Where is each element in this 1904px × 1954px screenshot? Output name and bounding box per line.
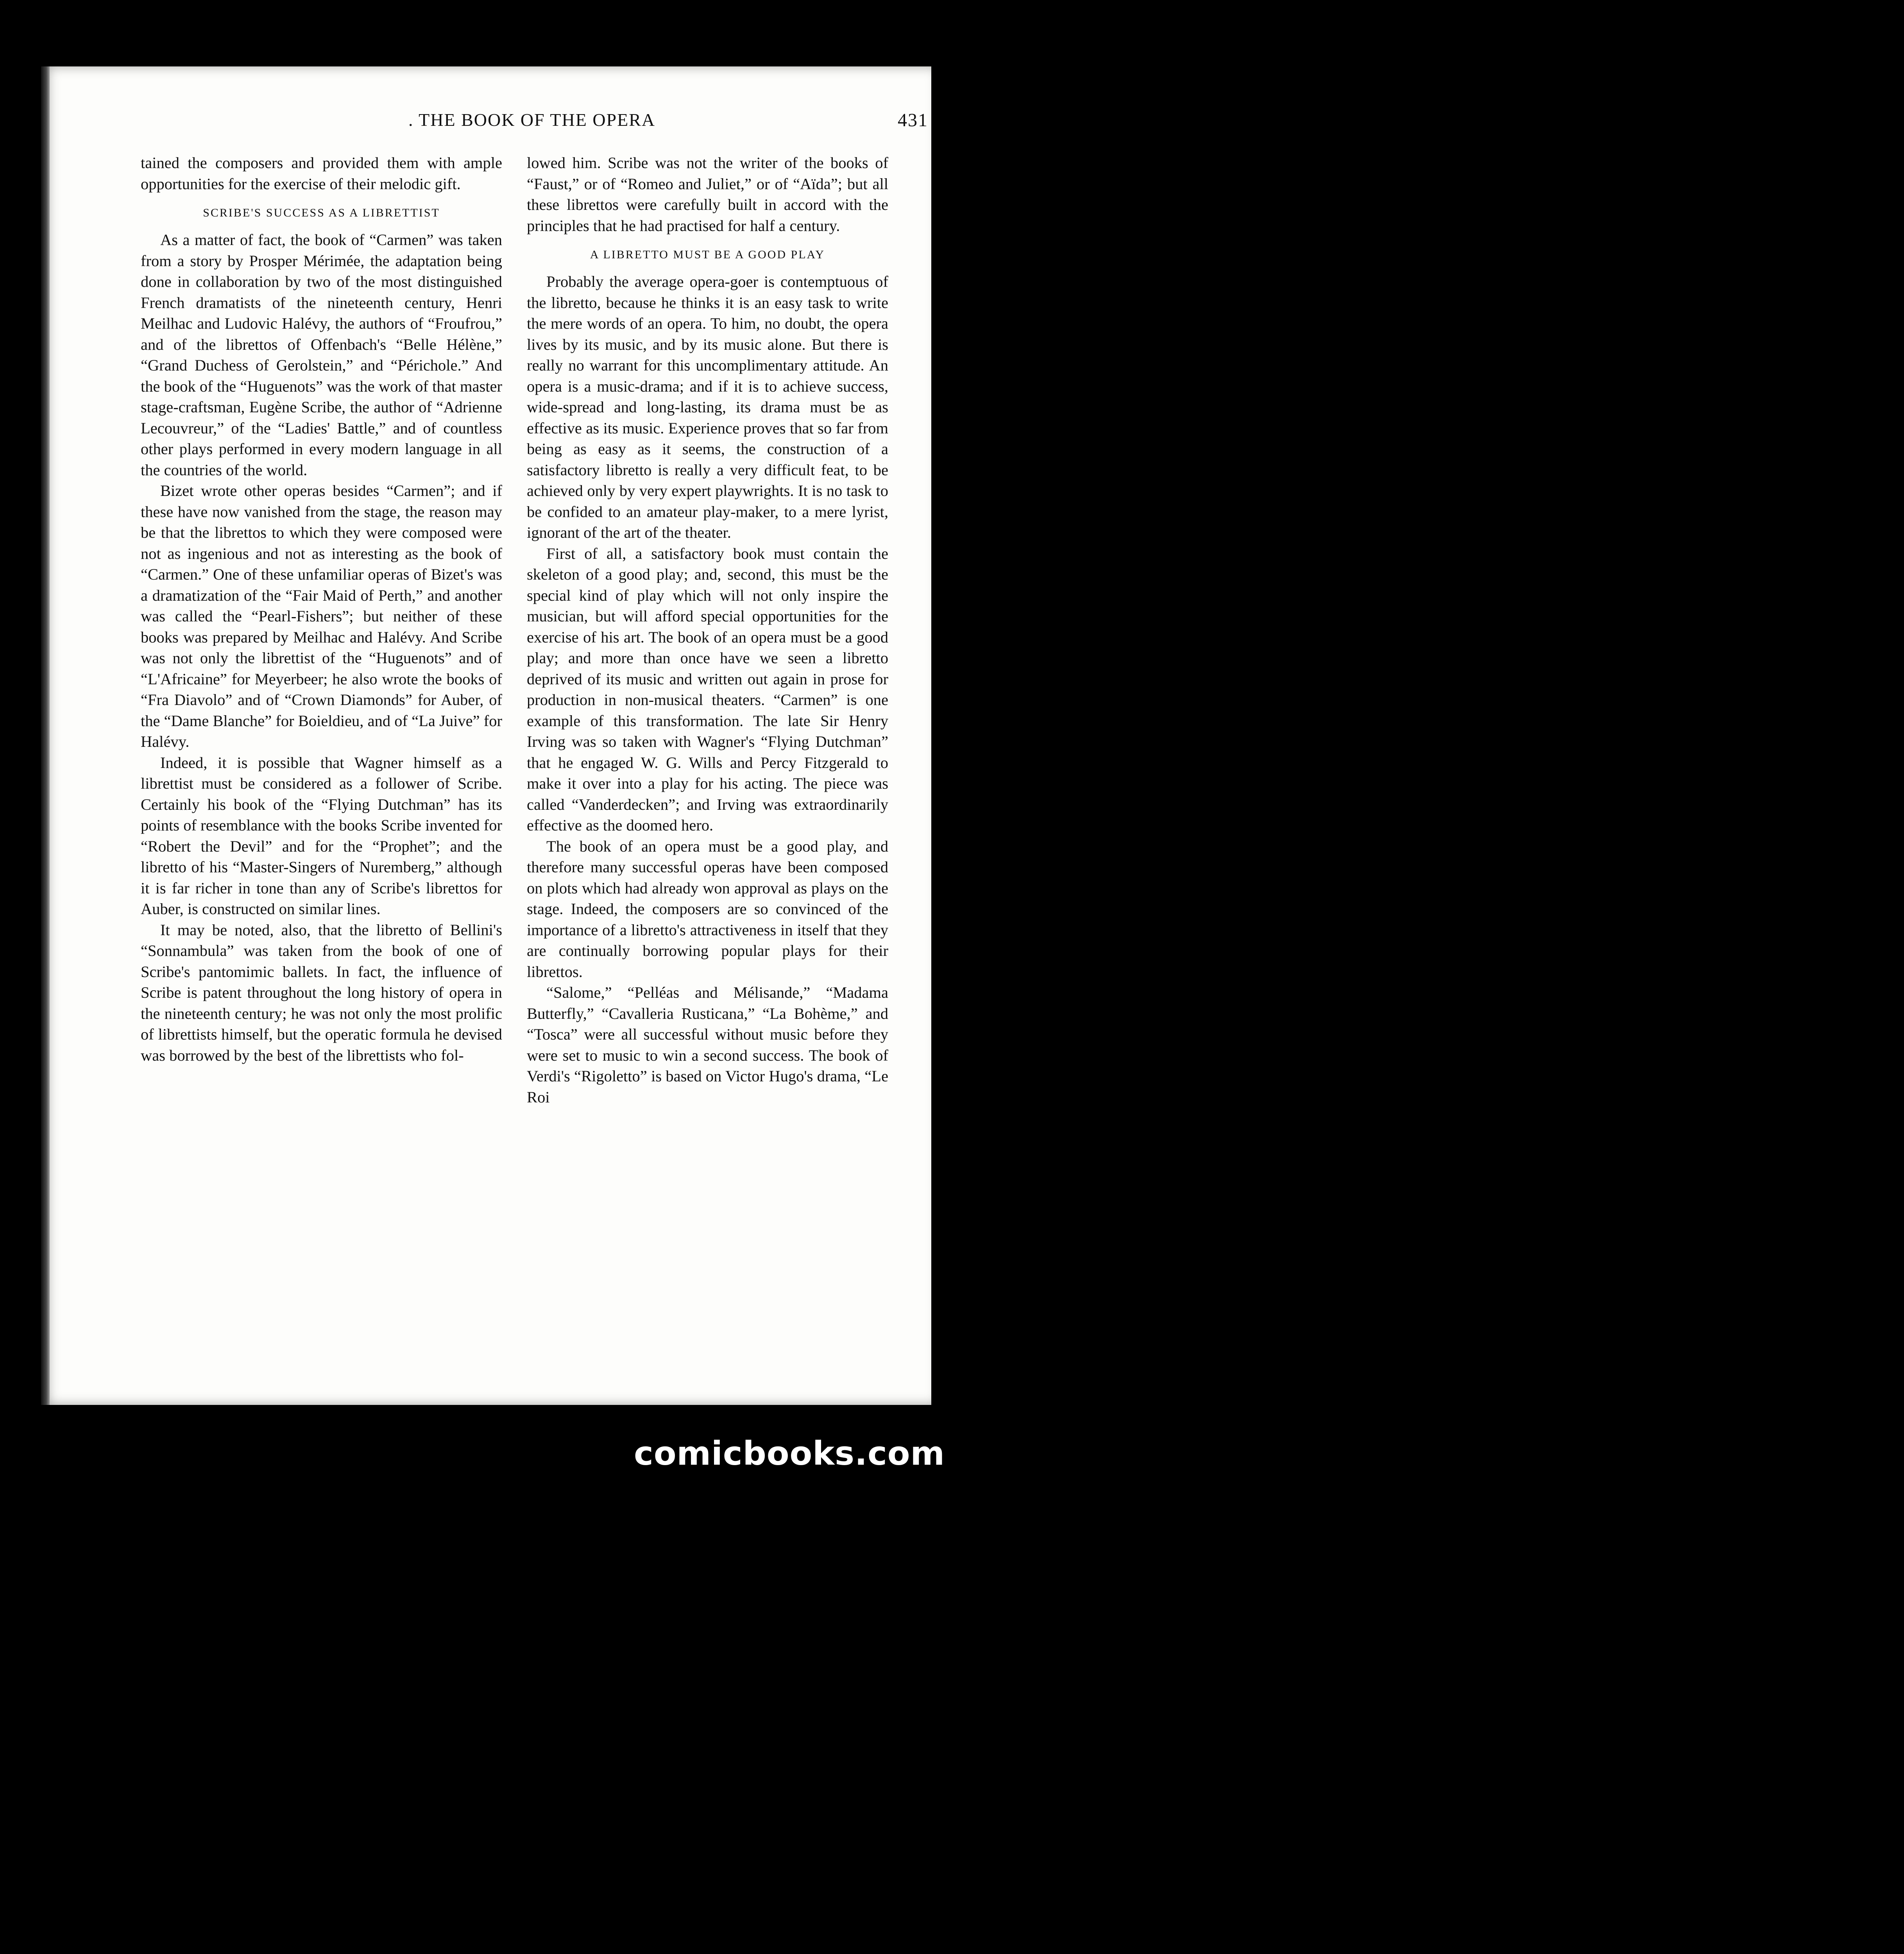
- watermark: comicbooks.com: [634, 1434, 945, 1473]
- paragraph: The book of an opera must be a good play, and therefore many successful operas have been composed on plots which had already won approval as plays on the stage. Indeed, the composers are so convinced of the importance of a libretto's attractiveness in itself that they are continually borrowing popular plays for their librettos.: [527, 837, 888, 981]
- page-gutter-shadow: [41, 66, 50, 1405]
- page-number: 431: [898, 110, 928, 131]
- right-column: [527, 152, 888, 1108]
- paragraph: First of all, a satisfactory book must contain the skeleton of a good play; and, second, this must be the special kind of play which will not only inspire the musician, but will afford special opportunities for the exercise of his art. The book of an opera must be a good play; and more than once have we seen a libretto deprived of its music and written out again in prose for production in non-musical theaters. “Carmen” is one example of this transformation. The late Sir Henry Irving was so taken with Wagner's “Flying Dutchman” that he engaged W. G. Wills and Percy Fitzgerald to make it over into a play for his acting. The piece was called “Vanderdecken”; and Irving was extraordinarily effective as the doomed hero.: [527, 544, 888, 834]
- section-heading: SCRIBE'S SUCCESS AS A LIBRETTIST: [203, 206, 440, 219]
- section-heading: A LIBRETTO MUST BE A GOOD PLAY: [590, 248, 825, 261]
- paragraph: As a matter of fact, the book of “Carmen” was taken from a story by Prosper Mérimée, the adaptation being done in collaboration by two of the most distinguished French dramatists of the nineteenth century, Henri Meilhac and Ludovic Halévy, the authors of “Froufrou,” and of the librettos of Offenbach's “Belle Hélène,” “Grand Duchess of Gerolstein,” and “Périchole.” And the book of the “Huguenots” was the work of that master stage-craftsman, Eugène Scribe, the author of “Adrienne Lecouvreur,” of the “Ladies' Battle,” and of countless other plays performed in every modern language in all the countries of the world.: [141, 231, 502, 479]
- running-head: [365, 109, 928, 137]
- paragraph: lowed him. Scribe was not the writer of the books of “Faust,” or of “Romeo and Juliet,” or of “Aïda”; but all these librettos were carefully built in accord with the principles that he had practised for half a century.: [527, 154, 888, 234]
- paragraph: It may be noted, also, that the libretto of Bellini's “Sonnambula” was taken from the book of one of Scribe's pantomimic ballets. In fact, the influence of Scribe is patent throughout the long history of opera in the nineteenth century; he was not only the most prolific of librettists himself, but the operatic formula he devised was borrowed by the best of the librettists who fol-: [141, 921, 502, 1064]
- scan-background: [0, 0, 966, 1501]
- book-page: [41, 66, 931, 1405]
- paragraph: Indeed, it is possible that Wagner himself as a librettist must be considered as a follower of Scribe. Certainly his book of the “Flying Dutchman” has its points of resemblance with the books Scribe invented for “Robert the Devil” and for the “Prophet”; and the libretto of his “Master-Singers of Nuremberg,” although it is far richer in tone than any of Scribe's librettos for Auber, is constructed on similar lines.: [141, 753, 502, 918]
- paragraph: tained the composers and provided them with ample opportunities for the exercise of their melodic gift.: [141, 154, 502, 193]
- paragraph: “Salome,” “Pelléas and Mélisande,” “Madama Butterfly,” “Cavalleria Rusticana,” “La Bohème,” and “Tosca” were all successful without music before they were set to music to win a second success. The book of Verdi's “Rigoletto” is based on Victor Hugo's drama, “Le Roi: [527, 984, 888, 1106]
- paragraph: Probably the average opera-goer is contemptuous of the libretto, because he thinks it is an easy task to write the mere words of an opera. To him, no doubt, the opera lives by its music, and by its music alone. But there is really no warrant for this uncomplimentary attitude. An opera is a music-drama; and if it is to achieve success, wide-spread and long-lasting, its drama must be as effective as its music. Experience proves that so far from being as easy as it seems, the construction of a satisfactory libretto is really a very difficult feat, to be achieved only by very expert playwrights. It is no task to be confided to an amateur play-maker, to a mere lyrist, ignorant of the art of the theater.: [527, 273, 888, 541]
- running-title: . THE BOOK OF THE OPERA: [408, 110, 656, 130]
- paragraph: Bizet wrote other operas besides “Carmen”; and if these have now vanished from the stage, the reason may be that the librettos to which they were composed were not as ingenious and not as interesting as the book of “Carmen.” One of these unfamiliar operas of Bizet's was a dramatization of the “Fair Maid of Perth,” and another was called the “Pearl-Fishers”; but neither of these books was prepared by Meilhac and Halévy. And Scribe was not only the librettist of the “Huguenots” and of “L'Africaine” for Meyerbeer; he also wrote the books of “Fra Diavolo” and of “Crown Diamonds” for Auber, of the “Dame Blanche” for Boieldieu, and of “La Juive” for Halévy.: [141, 482, 502, 750]
- left-column: [141, 152, 502, 1066]
